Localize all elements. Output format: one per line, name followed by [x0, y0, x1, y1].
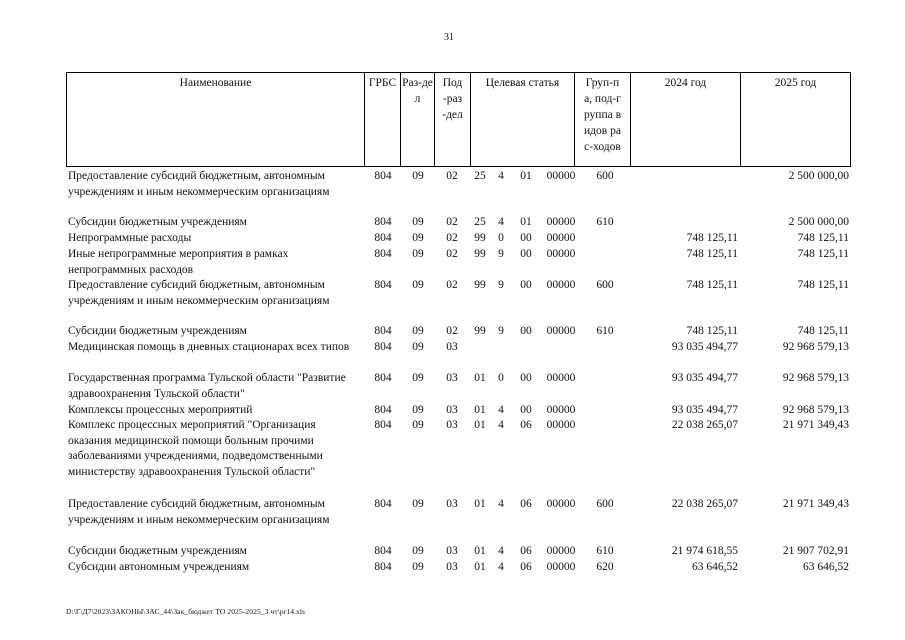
row-razdel: 09	[412, 341, 424, 353]
header-grbs: ГРБС	[368, 77, 397, 89]
row-name: Субсидии бюджетным учреждениям	[68, 325, 247, 337]
row-podrazdel: 03	[446, 404, 458, 416]
row-target-type: 4	[498, 545, 504, 557]
row-grbs: 804	[374, 419, 392, 431]
row-target-direction: 00000	[546, 545, 576, 557]
file-path-footer: D:\Г\Д7\2023\ЗАКОНЫ\ЗАС_44\Зак_бюджет ТО 2025-2025_3 чт\pr14.xls	[66, 607, 306, 616]
row-amount-2025: 92 968 579,13	[782, 404, 849, 416]
row-razdel: 09	[412, 325, 424, 337]
row-target-subprogram: 06	[520, 545, 532, 557]
row-name: Комплексы процессных мероприятий	[68, 404, 253, 416]
row-razdel: 09	[412, 248, 424, 260]
row-name: Иные непрограммные мероприятия в рамках непрограммных расходов	[68, 248, 289, 276]
row-amount-2025: 2 500 000,00	[788, 216, 849, 228]
row-razdel: 09	[412, 404, 424, 416]
row-target-direction: 00000	[546, 325, 576, 337]
row-podrazdel: 03	[446, 341, 458, 353]
row-target-direction: 00000	[546, 232, 576, 244]
row-target-subprogram: 01	[520, 216, 532, 228]
row-target-direction: 00000	[546, 372, 576, 384]
header-2025: 2025 год	[774, 77, 817, 89]
row-grbs: 804	[374, 232, 392, 244]
row-grbs: 804	[374, 170, 392, 182]
row-amount-2025: 92 968 579,13	[782, 341, 849, 353]
row-target-subprogram: 06	[520, 498, 532, 510]
row-target-program: 01	[474, 372, 486, 384]
header-expense-group: Груп-па, под-группа видов рас-ходов	[583, 77, 622, 153]
row-target-program: 99	[474, 248, 486, 260]
row-amount-2025: 92 968 579,13	[782, 372, 849, 384]
page-number: 31	[444, 32, 454, 43]
row-expense-group: 600	[596, 498, 614, 510]
row-expense-group: 610	[596, 216, 614, 228]
row-expense-group: 600	[596, 279, 614, 291]
row-target-subprogram: 00	[520, 325, 532, 337]
row-target-direction: 00000	[546, 404, 576, 416]
row-target-subprogram: 00	[520, 232, 532, 244]
row-target-type: 4	[498, 419, 504, 431]
row-grbs: 804	[374, 545, 392, 557]
row-grbs: 804	[374, 279, 392, 291]
row-name: Медицинская помощь в дневных стационарах всех типов	[68, 341, 350, 353]
row-grbs: 804	[374, 216, 392, 228]
row-grbs: 804	[374, 248, 392, 260]
row-grbs: 804	[374, 325, 392, 337]
row-podrazdel: 02	[446, 248, 458, 260]
header-razdel: Раз-дел	[402, 77, 433, 105]
row-amount-2024: 93 035 494,77	[671, 372, 738, 384]
row-target-subprogram: 00	[520, 279, 532, 291]
row-amount-2025: 21 971 349,43	[782, 419, 849, 431]
row-amount-2025: 21 907 702,91	[782, 545, 849, 557]
row-expense-group: 610	[596, 325, 614, 337]
row-expense-group: 620	[596, 561, 614, 573]
row-target-program: 99	[474, 279, 486, 291]
row-razdel: 09	[412, 498, 424, 510]
row-name: Предоставление субсидий бюджетным, автономным учреждениям и иным некоммерческим организациям	[68, 279, 330, 307]
row-expense-group: 610	[596, 545, 614, 557]
row-amount-2024: 748 125,11	[686, 248, 738, 260]
row-target-program: 01	[474, 561, 486, 573]
row-name: Субсидии бюджетным учреждениям	[68, 216, 247, 228]
row-grbs: 804	[374, 341, 392, 353]
row-target-direction: 00000	[546, 170, 576, 182]
row-target-program: 01	[474, 498, 486, 510]
header-2024: 2024 год	[664, 77, 707, 89]
header-name: Наименование	[179, 77, 252, 89]
row-name: Непрограммные расходы	[68, 232, 192, 244]
row-podrazdel: 02	[446, 325, 458, 337]
row-target-type: 0	[498, 372, 504, 384]
row-target-direction: 00000	[546, 248, 576, 260]
row-podrazdel: 02	[446, 216, 458, 228]
row-name: Предоставление субсидий бюджетным, автономным учреждениям и иным некоммерческим организациям	[68, 498, 330, 526]
row-target-program: 99	[474, 232, 486, 244]
row-amount-2024: 748 125,11	[686, 279, 738, 291]
row-amount-2025: 2 500 000,00	[788, 170, 849, 182]
row-target-direction: 00000	[546, 279, 576, 291]
row-razdel: 09	[412, 279, 424, 291]
row-target-type: 9	[498, 325, 504, 337]
row-target-type: 9	[498, 279, 504, 291]
row-target-subprogram: 01	[520, 170, 532, 182]
row-razdel: 09	[412, 216, 424, 228]
row-amount-2025: 21 971 349,43	[782, 498, 849, 510]
row-grbs: 804	[374, 404, 392, 416]
row-target-subprogram: 06	[520, 419, 532, 431]
row-podrazdel: 03	[446, 545, 458, 557]
row-target-program: 25	[474, 170, 486, 182]
row-name: Предоставление субсидий бюджетным, автономным учреждениям и иным некоммерческим организациям	[68, 170, 330, 198]
row-amount-2024: 93 035 494,77	[671, 341, 738, 353]
row-target-program: 99	[474, 325, 486, 337]
row-grbs: 804	[374, 498, 392, 510]
row-podrazdel: 02	[446, 279, 458, 291]
row-target-program: 01	[474, 419, 486, 431]
row-target-type: 9	[498, 248, 504, 260]
row-name: Субсидии бюджетным учреждениям	[68, 545, 247, 557]
row-podrazdel: 03	[446, 372, 458, 384]
row-razdel: 09	[412, 561, 424, 573]
row-target-program: 01	[474, 404, 486, 416]
row-amount-2024: 22 038 265,07	[671, 419, 738, 431]
row-razdel: 09	[412, 419, 424, 431]
row-podrazdel: 02	[446, 232, 458, 244]
row-amount-2025: 748 125,11	[797, 248, 849, 260]
row-podrazdel: 03	[446, 419, 458, 431]
row-target-type: 4	[498, 404, 504, 416]
row-target-type: 4	[498, 561, 504, 573]
row-amount-2024: 21 974 618,55	[671, 545, 738, 557]
row-podrazdel: 03	[446, 498, 458, 510]
row-target-direction: 00000	[546, 216, 576, 228]
row-amount-2024: 93 035 494,77	[671, 404, 738, 416]
row-podrazdel: 02	[446, 170, 458, 182]
header-podrazdel: Под-раз-дел	[442, 77, 463, 121]
row-target-subprogram: 00	[520, 372, 532, 384]
header-target-article: Целевая статья	[485, 77, 560, 89]
row-razdel: 09	[412, 232, 424, 244]
row-podrazdel: 03	[446, 561, 458, 573]
row-amount-2025: 63 646,52	[803, 561, 849, 573]
row-amount-2025: 748 125,11	[797, 325, 849, 337]
row-target-program: 01	[474, 545, 486, 557]
row-target-type: 4	[498, 170, 504, 182]
row-amount-2024: 748 125,11	[686, 232, 738, 244]
row-grbs: 804	[374, 372, 392, 384]
row-target-direction: 00000	[546, 561, 576, 573]
row-grbs: 804	[374, 561, 392, 573]
row-target-subprogram: 06	[520, 561, 532, 573]
row-target-type: 4	[498, 498, 504, 510]
row-amount-2025: 748 125,11	[797, 232, 849, 244]
row-target-direction: 00000	[546, 498, 576, 510]
row-name: Субсидии автономным учреждениям	[68, 561, 250, 573]
row-razdel: 09	[412, 545, 424, 557]
row-target-type: 0	[498, 232, 504, 244]
row-amount-2025: 748 125,11	[797, 279, 849, 291]
row-razdel: 09	[412, 170, 424, 182]
table-header	[66, 72, 851, 167]
row-target-subprogram: 00	[520, 404, 532, 416]
row-target-program: 25	[474, 216, 486, 228]
row-target-type: 4	[498, 216, 504, 228]
row-name: Государственная программа Тульской области "Развитие здравоохранения Тульской области"	[68, 372, 346, 400]
row-razdel: 09	[412, 372, 424, 384]
row-amount-2024: 22 038 265,07	[671, 498, 738, 510]
row-amount-2024: 63 646,52	[692, 561, 738, 573]
row-expense-group: 600	[596, 170, 614, 182]
row-amount-2024: 748 125,11	[686, 325, 738, 337]
row-name: Комплекс процессных мероприятий "Организация оказания медицинской помощи больным прочими заболеваниями учреждениями, подведомственными министерству здравоохранения Тульской области"	[68, 419, 323, 478]
row-target-subprogram: 00	[520, 248, 532, 260]
row-target-direction: 00000	[546, 419, 576, 431]
